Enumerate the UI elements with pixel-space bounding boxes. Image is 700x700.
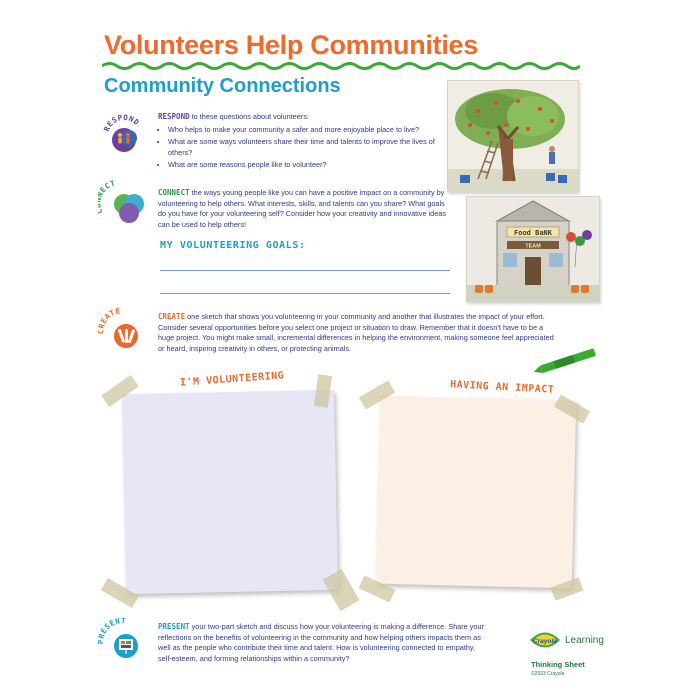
present-text: your two-part sketch and discuss how your volunteering is making a difference. Share your reflections on the benefits of volunteering in the community and how helping others impacts them as well as the people who contribute their time and talent. How is volunteering connected to empathy, self-esteem, and forming relationships within a community? [158,622,484,663]
present-block [158,622,488,664]
create-badge [98,306,148,356]
connect-lead: CONNECT [158,188,190,197]
right-frame-label: HAVING AN IMPACT [449,379,555,396]
venn-circles-icon [114,194,144,223]
respond-stage-label: RESPOND [101,112,142,133]
wavy-divider [102,61,580,71]
respond-intro: to these questions about volunteers: [189,112,309,121]
impact-sketch-area[interactable] [376,396,577,589]
copyright: ©2023 Crayola [531,671,565,677]
respond-lead: RESPOND [158,112,190,121]
respond-block [158,112,448,173]
present-stage-label: ESENT [98,616,127,636]
green-crayon-icon [530,345,610,375]
tree-drawing [447,80,579,192]
tape [322,569,359,611]
team-sign: TEAM [525,243,541,250]
food-bank-drawing [466,196,600,302]
section-title: Community Connections [104,75,341,97]
connect-text: the ways young people like you can have a positive impact on a community by volunteering to help others. What interests, skills, and talents can you share? What goals do you have for your volunteering self? Consider how your creativity and innovative ideas can be used to help others! [158,188,446,229]
goals-label: MY VOLUNTEERING GOALS: [160,240,306,251]
connect-stage-label: ECT [98,180,117,195]
page-title: Volunteers Help Communities [104,30,478,60]
connect-block [158,188,448,230]
respond-badge [100,108,148,156]
present-badge [98,616,148,666]
list-item: • What are some ways volunteers share their time and talents to improve the lives of others? [168,137,448,158]
respond-questions [158,125,448,171]
volunteering-sketch-area[interactable] [122,390,338,594]
svg-text:Crayola: Crayola [533,638,557,645]
crayola-logo [528,627,562,658]
learning-label: Learning [565,635,604,646]
left-frame-label: I'M VOLUNTEERING [179,370,285,389]
goal-line-1[interactable] [160,270,450,271]
thinking-sheet-label: Thinking Sheet [531,660,585,669]
goal-line-2[interactable] [160,293,450,294]
food-bank-sign: Food BaNK [514,229,552,237]
create-lead: CREATE [158,312,186,321]
present-lead: PRESENT [158,622,190,631]
list-item: • What are some reasons people like to volunteer? [168,160,448,171]
connect-badge [98,180,150,232]
list-item: • Who helps to make your community a safer and more enjoyable place to live? [168,125,448,136]
create-block [158,312,558,354]
create-text: one sketch that shows you volunteering in your community and another that illustrates the impact of your effort. Consider several opportunities before you select one project or situation to draw. Remember that it doesn't have to be a huge project. You might make small, incremental differences in helping the environment, making someone feel appreciated or heard, inspiring creativity in others, or protecting animals. [158,312,554,353]
create-stage-label: EATE [98,306,122,326]
